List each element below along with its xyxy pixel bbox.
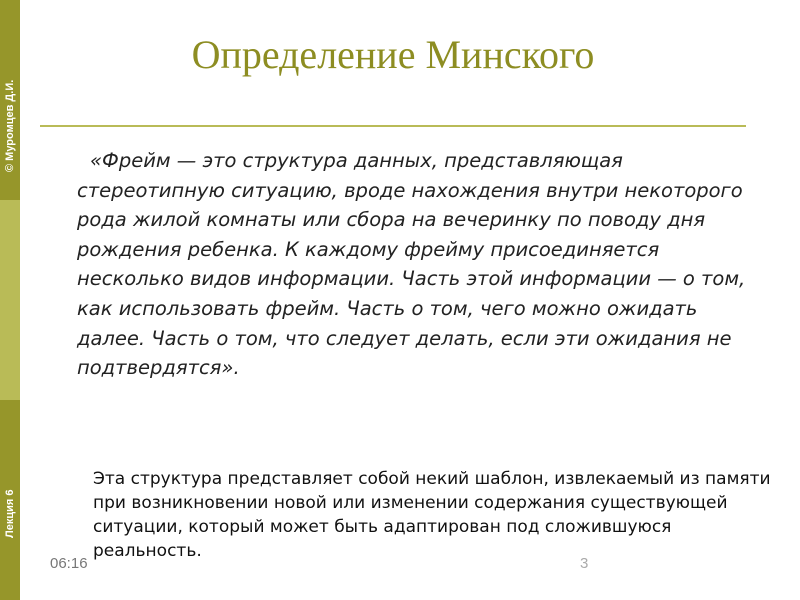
lecture-label: Лекция 6 — [4, 489, 16, 538]
page-number: 3 — [580, 555, 589, 572]
slide-title: Определение Минского — [191, 32, 595, 77]
title-divider — [40, 125, 746, 127]
slide-time: 06:16 — [50, 555, 88, 572]
sidebar — [0, 0, 20, 600]
explanation-text: Эта структура представляет собой некий шаблон, извлекаемый из памяти при возникновении новой или изменении содержания существующей ситуации, который может быть адаптирован под сложившуюся реальность. — [93, 469, 771, 561]
minsky-quote: «Фрейм — это структура данных, представляющая стереотипную ситуацию, вроде нахождения внутри некоторого рода жилой комнаты или сбора на вечеринку по поводу дня рождения ребенка. К каждому фрейму присоединяется несколько видов информации. Часть этой информации — о том, как использовать фрейм. Часть о том, чего можно ожидать далее. Часть о том, что следует делать, если эти ожидания не подтвердятся». — [77, 149, 746, 380]
sidebar-segment-middle — [0, 200, 20, 400]
author-credit: © Муромцев Д.И. — [4, 79, 16, 172]
